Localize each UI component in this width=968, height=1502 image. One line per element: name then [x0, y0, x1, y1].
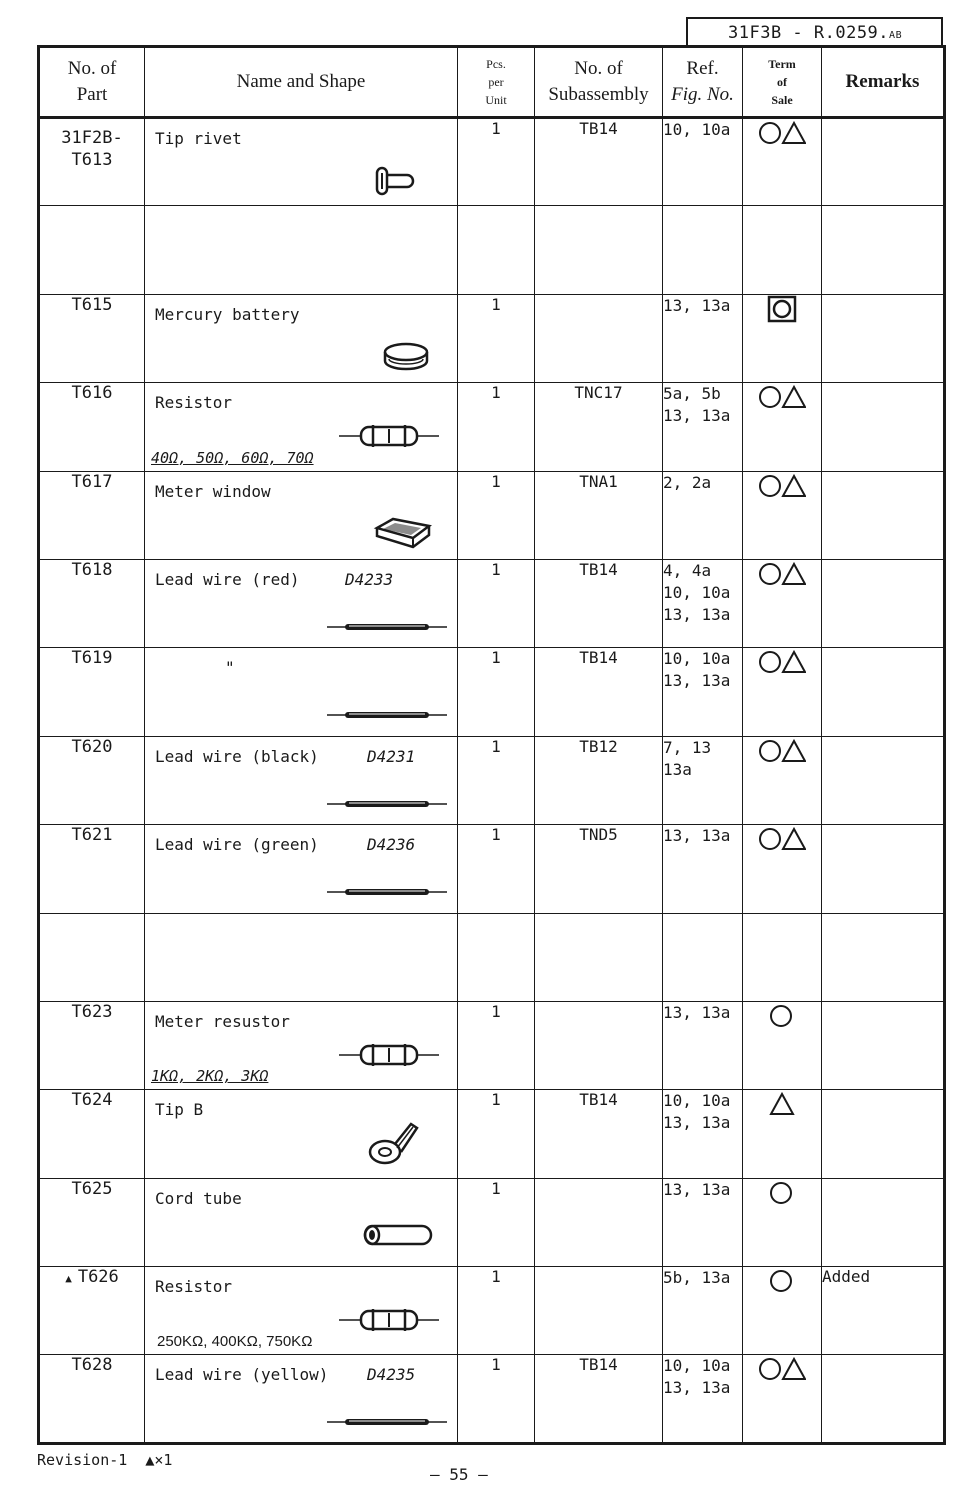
part-number-cell — [39, 471, 145, 559]
name-shape-cell — [145, 648, 458, 736]
part-number: T617 — [71, 471, 113, 492]
page-number: — 55 — — [430, 1465, 488, 1484]
remarks-cell — [822, 559, 945, 647]
resistor-values: 1KΩ, 2KΩ, 3KΩ — [151, 1067, 269, 1086]
subassembly-number — [535, 1178, 663, 1266]
subassembly-number: TNA1 — [535, 471, 663, 559]
table-row — [39, 1001, 945, 1089]
subassembly-number — [535, 206, 663, 294]
part-number-cell — [39, 118, 145, 206]
part-code: D4236 — [367, 835, 416, 855]
part-name: Mercury battery — [155, 304, 300, 324]
part-number-cell — [39, 1178, 145, 1266]
pcs-per-unit: 1 — [458, 118, 535, 206]
ref-fig-cell — [663, 294, 743, 382]
part-name: Meter resustor — [155, 1011, 290, 1031]
name-shape-cell — [145, 559, 458, 647]
part-number-cell — [39, 736, 145, 824]
table-row — [39, 1178, 945, 1266]
remarks-cell — [822, 1090, 945, 1178]
table-row — [39, 1090, 945, 1178]
header-pcs: Pcs. per Unit — [458, 47, 535, 118]
part-name: Resistor — [155, 393, 233, 413]
ref-fig-number: 13, 13a — [663, 406, 731, 426]
subassembly-number: TB14 — [535, 1355, 663, 1444]
table-row — [39, 383, 945, 471]
part-number-cell — [39, 383, 145, 471]
table-row — [39, 206, 945, 294]
ref-fig-number: 10, 10a — [663, 1356, 731, 1376]
header-row — [39, 47, 945, 118]
part-number-cell — [39, 1001, 145, 1089]
pcs-per-unit: 1 — [458, 648, 535, 736]
subassembly-number: TNC17 — [535, 383, 663, 471]
name-shape-cell — [145, 825, 458, 913]
term-of-sale-cell — [743, 206, 822, 294]
ref-fig-cell — [663, 825, 743, 913]
part-name: Meter window — [155, 481, 271, 501]
revision-note: Revision-1 ▲×1 — [37, 1451, 173, 1469]
remarks-cell: Added — [822, 1267, 945, 1355]
term-of-sale-cell — [743, 736, 822, 824]
ref-fig-number: 4, 4a — [663, 560, 712, 580]
part-number-cell — [39, 206, 145, 294]
part-prefix: 31F2B- — [61, 128, 123, 148]
ref-fig-number: 10, 10a — [663, 1091, 731, 1111]
resistor-values: 40Ω, 50Ω, 60Ω, 70Ω — [151, 448, 314, 467]
header-part-no: No. of Part — [39, 47, 145, 118]
part-number-cell — [39, 913, 145, 1001]
part-name: Resistor — [155, 1277, 233, 1297]
term-circle-triangle-icon — [758, 1368, 806, 1387]
part-number: T620 — [71, 736, 113, 757]
term-circle-icon — [769, 1192, 795, 1211]
pcs-per-unit: 1 — [458, 559, 535, 647]
term-of-sale-cell — [743, 118, 822, 206]
ref-fig-cell — [663, 471, 743, 559]
ref-fig-number: 13a — [663, 759, 692, 779]
term-of-sale-cell — [743, 825, 822, 913]
part-number: T623 — [71, 1001, 113, 1022]
pcs-per-unit: 1 — [458, 1178, 535, 1266]
ref-fig-cell — [663, 1355, 743, 1444]
resistor-icon — [339, 1040, 439, 1074]
part-name: Lead wire (green) — [155, 835, 319, 855]
remarks-cell — [822, 1001, 945, 1089]
pcs-per-unit: 1 — [458, 1001, 535, 1089]
header-subassembly: No. of Subassembly — [535, 47, 663, 118]
ref-fig-cell — [663, 206, 743, 294]
revision-mark: ▲×1 — [145, 1451, 173, 1469]
ref-fig-cell — [663, 559, 743, 647]
part-name: Tip rivet — [155, 129, 242, 148]
document-reference — [686, 17, 943, 47]
ref-fig-number: 5b, 13a — [663, 1268, 731, 1288]
wire-icon — [327, 883, 447, 902]
term-of-sale-cell — [743, 559, 822, 647]
term-circle-triangle-icon — [758, 132, 806, 151]
ref-fig-number: 2, 2a — [663, 472, 712, 492]
ref-fig-cell — [663, 1178, 743, 1266]
part-number: T619 — [71, 648, 113, 669]
name-shape-cell — [145, 294, 458, 382]
remarks-cell — [822, 118, 945, 206]
part-number: T615 — [71, 294, 113, 315]
pcs-per-unit: 1 — [458, 383, 535, 471]
subassembly-number: TND5 — [535, 825, 663, 913]
name-shape-cell — [145, 913, 458, 1001]
term-circle-triangle-icon — [758, 485, 806, 504]
table-row — [39, 913, 945, 1001]
table-row — [39, 1267, 945, 1355]
term-of-sale-cell — [743, 471, 822, 559]
tube-icon — [361, 1223, 435, 1251]
part-number: T621 — [71, 825, 113, 846]
ref-fig-number: 5a, 5b — [663, 384, 721, 404]
term-circle-triangle-icon — [758, 661, 806, 680]
ref-fig-cell — [663, 1001, 743, 1089]
pcs-per-unit: 1 — [458, 294, 535, 382]
term-of-sale-cell — [743, 1178, 822, 1266]
ref-fig-cell — [663, 1267, 743, 1355]
ref-fig-number: 13, 13a — [663, 826, 731, 846]
ref-fig-number: 7, 13 — [663, 737, 712, 757]
part-number-cell — [39, 559, 145, 647]
remarks-cell — [822, 736, 945, 824]
term-of-sale-cell — [743, 913, 822, 1001]
name-shape-cell — [145, 471, 458, 559]
part-name: Lead wire (black) — [155, 746, 319, 766]
ref-fig-number: 10, 10a — [663, 582, 731, 602]
header-term: Term of Sale — [743, 47, 822, 118]
table-row — [39, 648, 945, 736]
pcs-per-unit: 1 — [458, 1267, 535, 1355]
term-of-sale-cell — [743, 1355, 822, 1444]
resistor-icon — [339, 1305, 439, 1339]
part-number-cell — [39, 1267, 145, 1355]
term-boxed-circle-icon — [767, 308, 797, 327]
ref-fig-number: 13, 13a — [663, 671, 731, 691]
name-shape-cell — [145, 736, 458, 824]
term-triangle-icon — [768, 1103, 796, 1122]
part-number: T616 — [71, 383, 113, 404]
part-name: Lead wire (red) — [155, 569, 300, 589]
subassembly-number: TB14 — [535, 559, 663, 647]
pcs-per-unit — [458, 913, 535, 1001]
term-of-sale-cell — [743, 1001, 822, 1089]
remarks-cell — [822, 825, 945, 913]
resistor-icon — [339, 421, 439, 455]
term-of-sale-cell — [743, 648, 822, 736]
remarks-cell — [822, 913, 945, 1001]
ref-fig-cell — [663, 913, 743, 1001]
name-shape-cell — [145, 118, 458, 206]
term-of-sale-cell — [743, 1267, 822, 1355]
subassembly-number — [535, 1001, 663, 1089]
term-circle-icon — [769, 1280, 795, 1299]
part-number: T626 — [77, 1267, 119, 1288]
rivet-icon — [373, 165, 417, 201]
part-code: D4235 — [367, 1365, 416, 1385]
part-number-cell — [39, 648, 145, 736]
name-shape-cell — [145, 383, 458, 471]
term-circle-triangle-icon — [758, 838, 806, 857]
term-circle-icon — [769, 1015, 795, 1034]
name-shape-cell — [145, 1090, 458, 1178]
remarks-cell — [822, 1355, 945, 1444]
window-icon — [371, 516, 433, 556]
name-shape-cell — [145, 1001, 458, 1089]
ref-fig-cell — [663, 648, 743, 736]
wire-icon — [327, 618, 447, 637]
remarks-cell — [822, 648, 945, 736]
ref-fig-cell — [663, 1090, 743, 1178]
name-shape-cell — [145, 1267, 458, 1355]
part-name: Cord tube — [155, 1188, 242, 1208]
part-number-cell — [39, 294, 145, 382]
table-row — [39, 559, 945, 647]
pcs-per-unit: 1 — [458, 1090, 535, 1178]
ref-fig-cell — [663, 383, 743, 471]
remarks-cell — [822, 206, 945, 294]
wire-icon — [327, 706, 447, 725]
header-ref: Ref. Fig. No. — [663, 47, 743, 118]
subassembly-number — [535, 913, 663, 1001]
part-number: T618 — [71, 559, 113, 580]
tip-icon — [367, 1118, 421, 1172]
ref-fig-number: 13, 13a — [663, 1179, 731, 1199]
subassembly-number: TB14 — [535, 1090, 663, 1178]
term-circle-triangle-icon — [758, 573, 806, 592]
ref-fig-number: 13, 13a — [663, 604, 731, 624]
remarks-cell — [822, 1178, 945, 1266]
pcs-per-unit — [458, 206, 535, 294]
subassembly-number — [535, 294, 663, 382]
revision-mark-icon: ▲ — [65, 1272, 72, 1286]
ref-fig-cell — [663, 736, 743, 824]
header-name: Name and Shape — [145, 47, 458, 118]
subassembly-number: TB14 — [535, 648, 663, 736]
ref-fig-number: 13, 13a — [663, 1113, 731, 1133]
remarks-cell — [822, 383, 945, 471]
subassembly-number: TB12 — [535, 736, 663, 824]
subassembly-number — [535, 1267, 663, 1355]
part-number-cell — [39, 825, 145, 913]
term-circle-triangle-icon — [758, 396, 806, 415]
part-number: T613 — [71, 150, 113, 170]
part-number: T624 — [71, 1090, 113, 1111]
table-row — [39, 736, 945, 824]
table-row — [39, 118, 945, 206]
name-shape-cell — [145, 1178, 458, 1266]
term-of-sale-cell — [743, 1090, 822, 1178]
table-row — [39, 294, 945, 382]
pcs-per-unit: 1 — [458, 1355, 535, 1444]
remarks-cell — [822, 471, 945, 559]
name-shape-cell — [145, 1355, 458, 1444]
part-code: D4233 — [345, 569, 394, 589]
term-of-sale-cell — [743, 294, 822, 382]
part-name: Lead wire (yellow) — [155, 1365, 329, 1385]
remarks-cell — [822, 294, 945, 382]
pcs-per-unit: 1 — [458, 825, 535, 913]
part-number-cell — [39, 1090, 145, 1178]
ref-fig-number: 13, 13a — [663, 1378, 731, 1398]
subassembly-number: TB14 — [535, 118, 663, 206]
part-code: D4231 — [367, 746, 416, 766]
part-number: T625 — [71, 1178, 113, 1199]
ref-fig-cell — [663, 118, 743, 206]
part-number: T628 — [71, 1355, 113, 1376]
term-circle-triangle-icon — [758, 750, 806, 769]
ref-fig-number: 13, 13a — [663, 295, 731, 315]
table-row — [39, 825, 945, 913]
part-name: " — [225, 658, 235, 678]
pcs-per-unit: 1 — [458, 736, 535, 824]
document-code: 31F3B - R.0259. — [728, 23, 890, 43]
part-number-cell — [39, 1355, 145, 1444]
pcs-per-unit: 1 — [458, 471, 535, 559]
name-shape-cell — [145, 206, 458, 294]
header-remarks: Remarks — [822, 47, 945, 118]
ref-fig-number: 10, 10a — [663, 649, 731, 669]
part-name: Tip B — [155, 1100, 204, 1120]
wire-icon — [327, 1413, 447, 1432]
table-row — [39, 1355, 945, 1444]
ref-fig-number: 10, 10a — [663, 120, 731, 139]
battery-icon — [381, 341, 431, 379]
term-of-sale-cell — [743, 383, 822, 471]
ref-fig-number: 13, 13a — [663, 1002, 731, 1022]
parts-table — [37, 45, 946, 1445]
table-row — [39, 471, 945, 559]
resistor-values: 250KΩ, 400KΩ, 750KΩ — [157, 1333, 313, 1351]
document-code-suffix: AB — [889, 30, 903, 41]
wire-icon — [327, 795, 447, 814]
